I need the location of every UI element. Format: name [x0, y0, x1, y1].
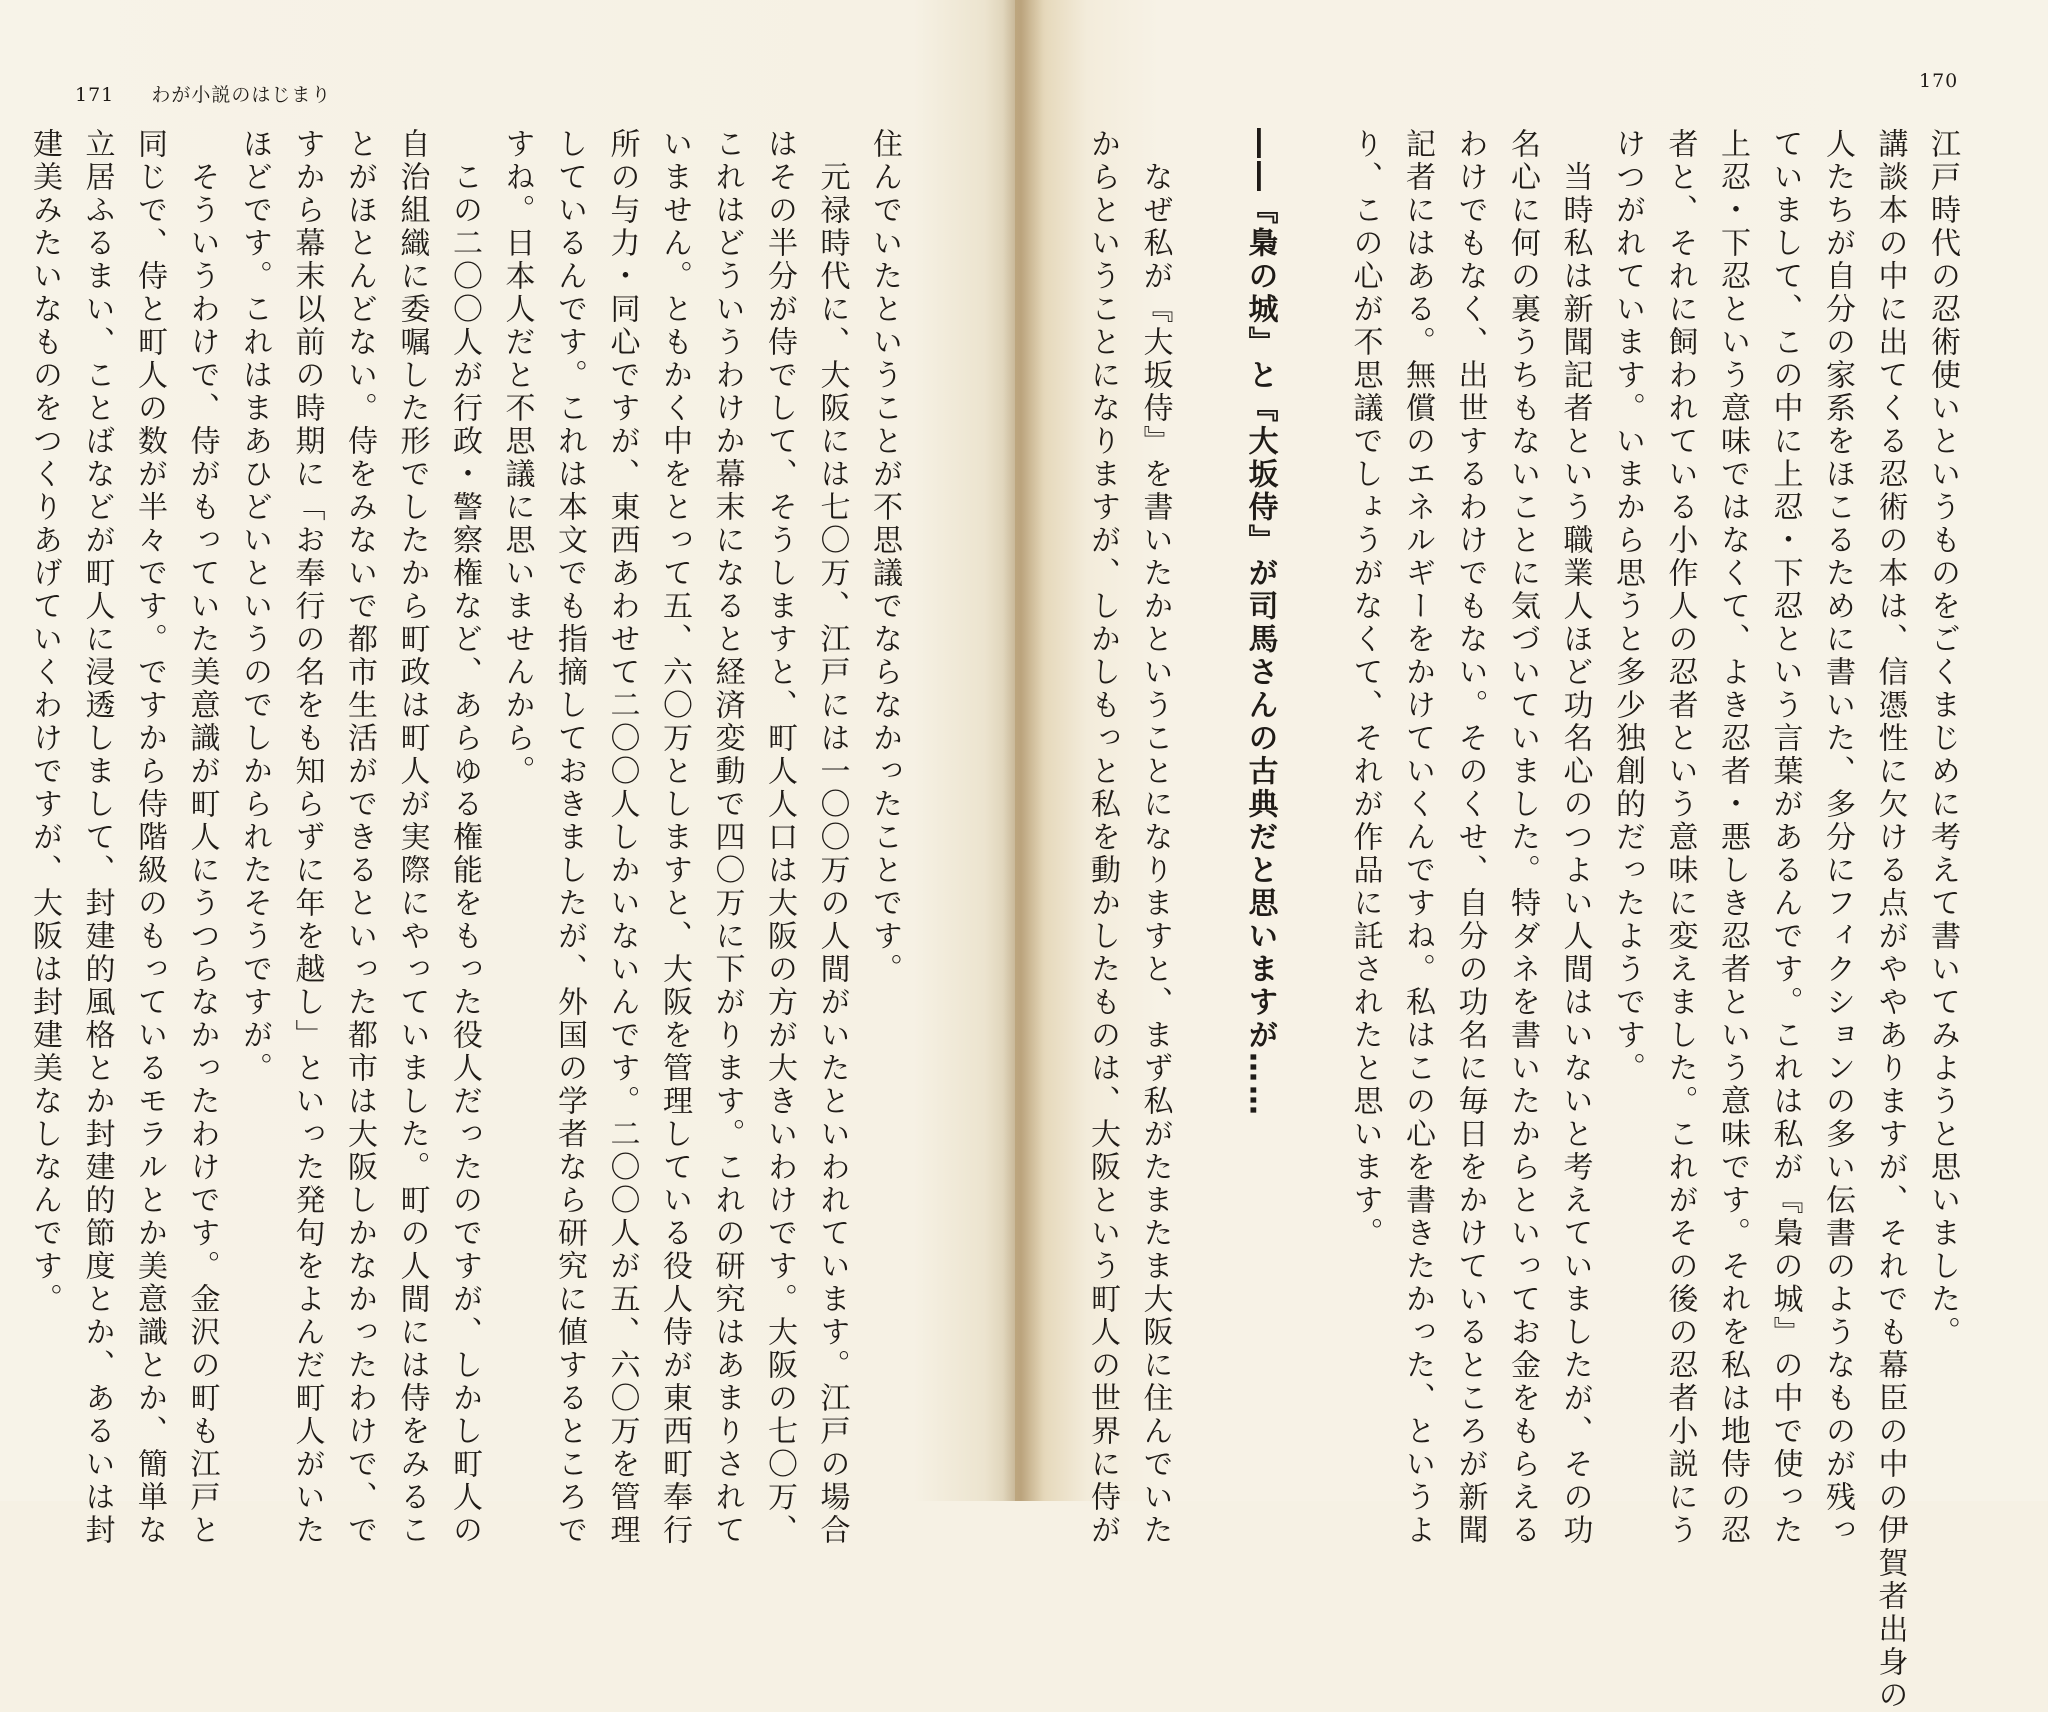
text-line: 元禄時代に、大阪には七〇万、江戸には一〇〇万の人間がいたといわれています。江戸の場合: [814, 128, 850, 1547]
text-line: 自治組織に委嘱した形でしたから町政は町人が実際にやっていました。町の人間には侍をみるこ: [394, 128, 430, 1547]
text-line: すから幕末以前の時期に「お奉行の名をも知らずに年を越し」といった発句をよんだ町人がいた: [289, 128, 325, 1547]
text-line: 同じで、侍と町人の数が半々です。ですから侍階級のもっているモラルとか美意識とか、簡単な: [132, 128, 167, 1547]
text-line: そういうわけで、侍がもっていた美意識が町人にうつらなかったわけです。金沢の町も江戸と: [184, 128, 220, 1547]
text-line: しているんです。これは本文でも指摘しておきましたが、外国の学者なら研究に値するところで: [552, 128, 587, 1547]
text-line: ほどです。これはまあひどいというのでしかられたそうですが。: [237, 128, 272, 1085]
text-line: これはどういうわけか幕末になると経済変動で四〇万に下がります。これの研究はあまりされて: [709, 128, 745, 1547]
text-line: からということになりますが、しかしもっと私を動かしたものは、大阪という町人の世界に侍が: [1085, 128, 1120, 1547]
text-line: 江戸時代の忍術使いというものをごくまじめに考えて書いてみようと思いました。: [1925, 128, 1960, 1349]
text-line: 人たちが自分の家系をほこるために書いた、多分にフィクションの多い伝書のようなものが残っ: [1820, 128, 1855, 1547]
running-header: わが小説のはじまり: [151, 84, 332, 106]
interview-question: ――『梟の城』と『大坂侍』が司馬さんの古典だと思いますが……: [1242, 128, 1278, 1118]
text-line: 立居ふるまい、ことばなどが町人に浸透しまして、封建的風格とか封建的節度とか、あるいは封: [79, 128, 115, 1547]
text-line: 上忍・下忍という意味ではなくて、よき忍者・悪しき忍者という意味です。それを私は地侍の忍: [1715, 128, 1750, 1547]
spacer-line: [1286, 128, 1339, 1508]
text-line: わけでもなく、出世するわけでもない。そのくせ、自分の功名に毎日をかけているところが新聞: [1452, 128, 1488, 1547]
text-line: 記者にはある。無償のエネルギーをかけていくんですね。私はこの心を書きたかった、というよ: [1400, 128, 1435, 1547]
left-page-body: [27, 128, 910, 1547]
text-line: 当時私は新聞記者という職業人ほど功名心のつよい人間はいないと考えていましたが、その功: [1557, 128, 1593, 1547]
right-page-number: 170: [1919, 70, 1959, 92]
text-line: 所の与力・同心ですが、東西あわせて二〇〇人しかいないんです。二〇〇人が五、六〇万を管理: [604, 128, 640, 1547]
text-line: すね。日本人だと不思議に思いませんから。: [499, 128, 535, 788]
text-line: 建美みたいなものをつくりあげていくわけですが、大阪は封建美なしなんです。: [27, 128, 62, 1316]
text-line: なぜ私が『大坂侍』を書いたかということになりますと、まず私がたまたま大阪に住んでいた: [1137, 128, 1173, 1547]
text-line: 講談本の中に出てくる忍術の本は、信憑性に欠ける点がややありますが、それでも幕臣の中の伊賀者出身の: [1872, 128, 1908, 1712]
text-line: ていまして、この中に上忍・下忍という言葉があるんです。これは私が『梟の城』の中で使った: [1767, 128, 1803, 1547]
text-line: いません。ともかく中をとって五、六〇万としますと、大阪を管理している役人侍が東西町奉行: [657, 128, 692, 1547]
left-page-header: [75, 80, 331, 107]
text-line: この二〇〇人が行政・警察権など、あらゆる権能をもった役人だったのですが、しかし町人の: [447, 128, 482, 1547]
text-line: けつがれています。いまから思うと多少独創的だったようです。: [1610, 128, 1645, 1085]
text-line: 住んでいたということが不思議でならなかったことです。: [867, 128, 902, 986]
right-page-body: [1085, 128, 1968, 1712]
text-line: とがほとんどない。侍をみないで都市生活ができるといった都市は大阪しかなかったわけで、で: [342, 128, 377, 1547]
spacer-line: [1181, 128, 1234, 1508]
text-line: はその半分が侍でして、そうしますと、町人人口は大阪の方が大きいわけです。大阪の七〇万、: [762, 128, 797, 1547]
left-page-number: 171: [75, 84, 115, 106]
text-line: り、この心が不思議でしょうがなくて、それが作品に託されたと思います。: [1347, 128, 1383, 1250]
text-line: 者と、それに飼われている小作人の忍者という意味に変えました。これがその後の忍者小説にう: [1662, 128, 1698, 1547]
text-line: 名心に何の裏うちもないことに気づいていました。特ダネを書いたからといってお金をもらえる: [1505, 128, 1540, 1547]
